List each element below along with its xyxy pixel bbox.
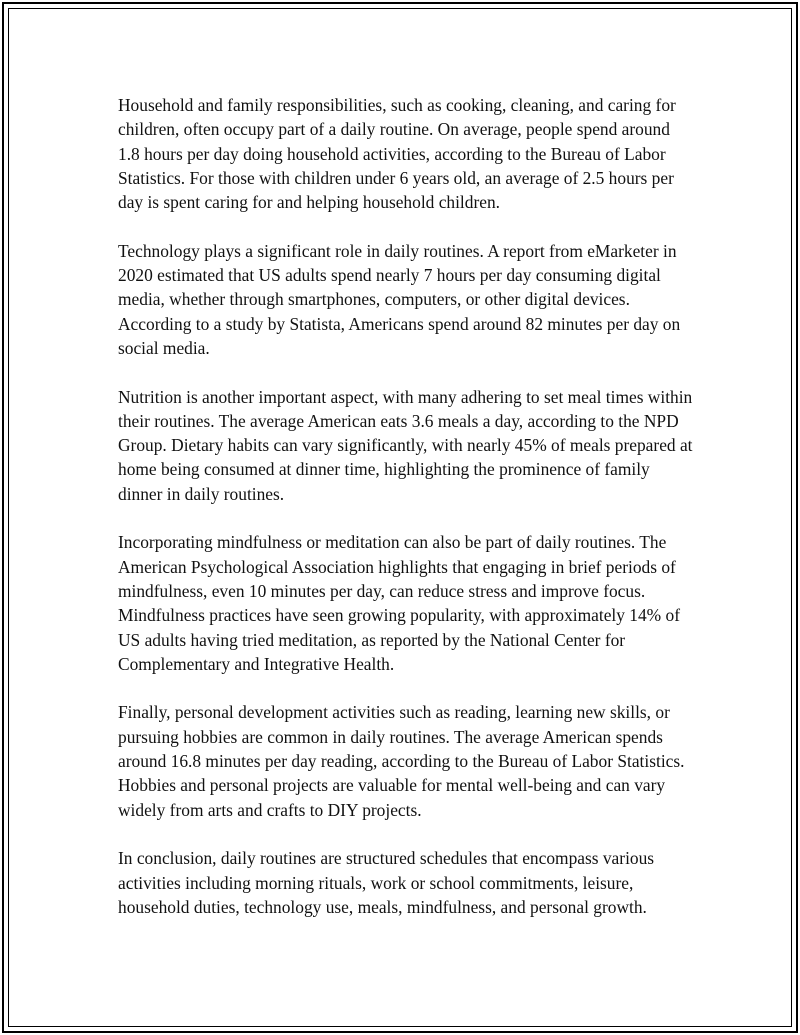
document-body — [118, 93, 693, 919]
paragraph-personal-development: Finally, personal development activities such as reading, learning new skills, or pursuing hobbies are common in daily routines. The average American spends around 16.8 minutes per day reading, according to the Bureau of Labor Statistics. Hobbies and personal projects are valuable for mental well-being and can vary widely from arts and crafts to DIY projects. — [118, 702, 685, 820]
paragraph-mindfulness: Incorporating mindfulness or meditation can also be part of daily routines. The American Psychological Association highlights that engaging in brief periods of mindfulness, even 10 minutes per day, can reduce stress and improve focus. Mindfulness practices have seen growing popularity, with approximately 14% of US adults having tried meditation, as reported by the National Center for Complementary and Integrative Health. — [118, 532, 680, 674]
paragraph-household: Household and family responsibilities, such as cooking, cleaning, and caring for children, often occupy part of a daily routine. On average, people spend around 1.8 hours per day doing household activities, according to the Bureau of Labor Statistics. For those with children under 6 years old, an average of 2.5 hours per day is spent caring for and helping household children. — [118, 95, 676, 213]
paragraph-conclusion: In conclusion, daily routines are structured schedules that encompass various activities including morning rituals, work or school commitments, leisure, household duties, technology use, meals, mindfulness, and personal growth. — [118, 848, 655, 917]
paragraph-nutrition: Nutrition is another important aspect, with many adhering to set meal times within their routines. The average American eats 3.6 meals a day, according to the NPD Group. Dietary habits can vary significantly, with nearly 45% of meals prepared at home being consumed at dinner time, highlighting the prominence of family dinner in daily routines. — [118, 386, 693, 504]
paragraph-technology: Technology plays a significant role in daily routines. A report from eMarketer in 2020 estimated that US adults spend nearly 7 hours per day consuming digital media, whether through smartphones, computers, or other digital devices. According to a study by Statista, Americans spend around 82 minutes per day on social media. — [118, 240, 681, 358]
